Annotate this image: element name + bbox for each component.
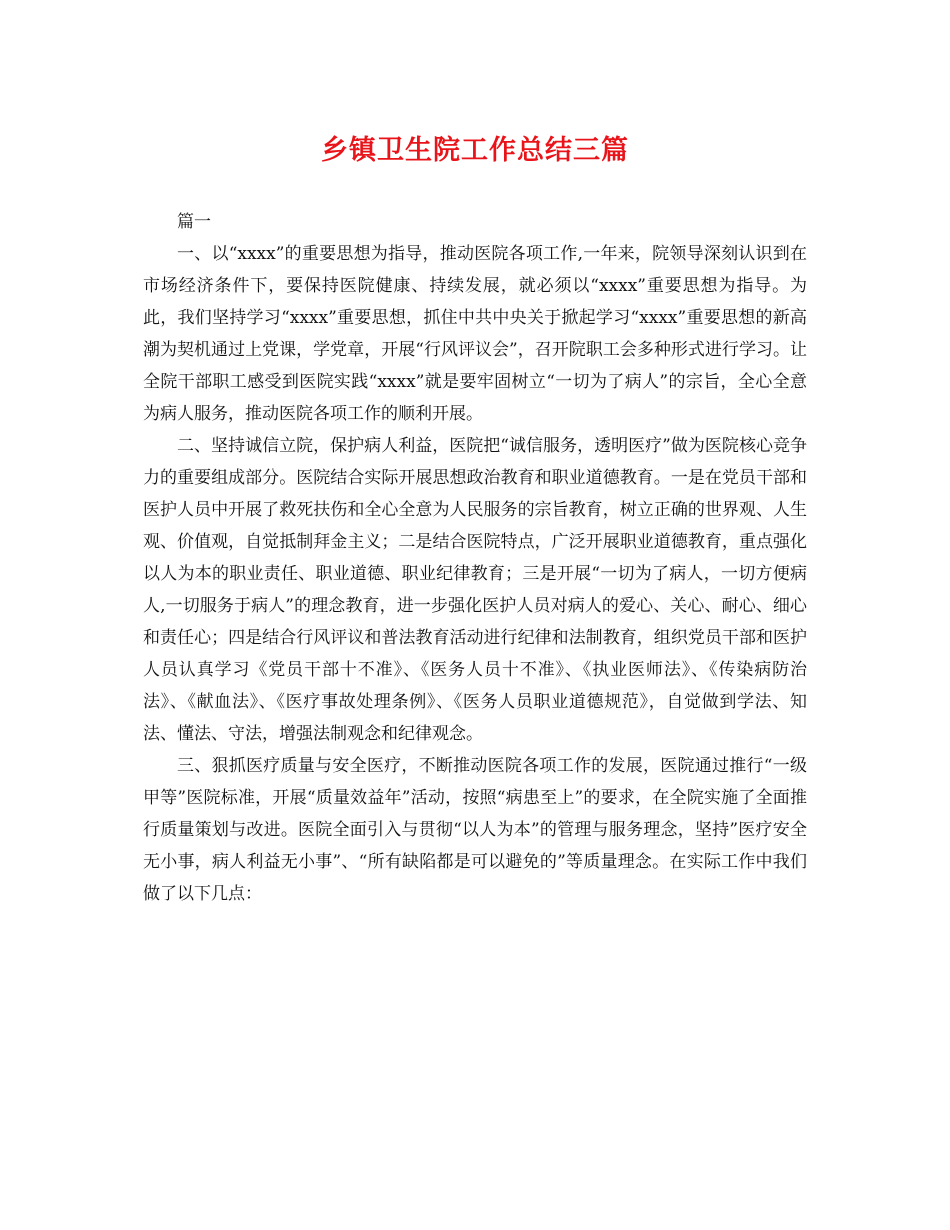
paragraph-1: 一、以“xxxx”的重要思想为指导，推动医院各项工作,一年来，院领导深刻认识到在市场经济条件下，要保持医院健康、持续发展，就必须以“xxxx”重要思想为指导。为此，我们坚持学习“xxxx”重要思想，抓住中共中央关于掀起学习“xxxx”重要思想的新高潮为契机通过上党课，学党章，开展“行风评议会”，召开院职工会多种形式进行学习。让全院干部职工感受到医院实践“xxxx”就是要牢固树立“一切为了病人”的宗旨，全心全意为病人服务，推动医院各项工作的顺利开展。 xyxy=(143,244,807,424)
paragraph-2: 二、坚持诚信立院，保护病人利益，医院把“诚信服务，透明医疗”做为医院核心竞争力的重要组成部分。医院结合实际开展思想政治教育和职业道德教育。一是在党员干部和医护人员中开展了救死扶伤和全心全意为人民服务的宗旨教育，树立正确的世界观、人生观、价值观，自觉抵制拜金主义；二是结合医院特点，广泛开展职业道德教育，重点强化以人为本的职业责任、职业道德、职业纪律教育；三是开展“一切为了病人，一切方便病人,一切服务于病人”的理念教育，进一步强化医护人员对病人的爱心、关心、耐心、细心和责任心；四是结合行风评议和普法教育活动进行纪律和法制教育，组织党员干部和医护人员认真学习《党员干部十不准》、《医务人员十不准》、《执业医师法》、《传染病防治法》、《献血法》、《医疗事故处理条例》、《医务人员职业道德规范》，自觉做到学法、知法、懂法、守法，增强法制观念和纪律观念。 xyxy=(143,436,807,744)
paragraph-3: 三、狠抓医疗质量与安全医疗，不断推动医院各项工作的发展，医院通过推行“一级甲等”医院标准，开展“质量效益年”活动，按照“病患至上”的要求，在全院实施了全面推行质量策划与改进。医院全面引入与贯彻“以人为本”的管理与服务理念，坚持”医疗安全无小事，病人利益无小事”、“所有缺陷都是可以避免的”等质量理念。在实际工作中我们做了以下几点： xyxy=(143,756,807,904)
document-title: 乡镇卫生院工作总结三篇 xyxy=(321,135,629,166)
section-heading: 篇一 xyxy=(177,212,211,232)
document-body xyxy=(143,206,807,910)
